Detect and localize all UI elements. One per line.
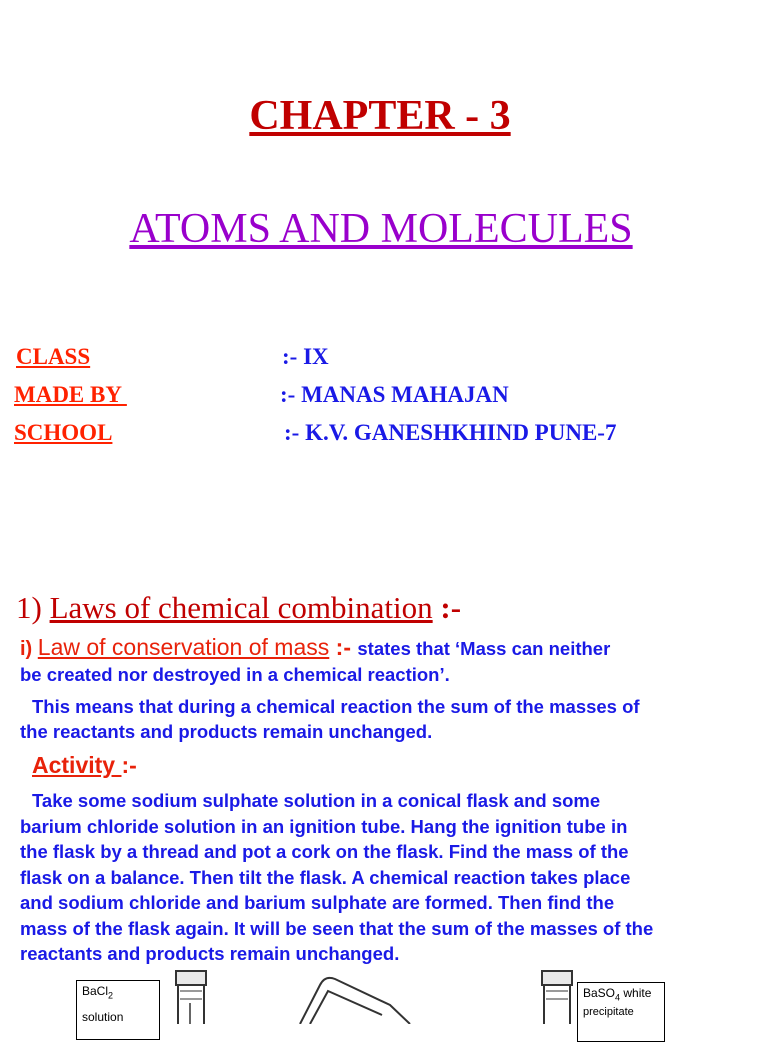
activity-paragraph [20, 788, 653, 967]
baso4-subscript: 4 [615, 992, 621, 1003]
baso4-white-text: white [620, 986, 652, 1000]
class-value: :- IX [282, 344, 329, 369]
baso4-precipitate-text: precipitate [583, 1006, 634, 1019]
law-prefix: i) [20, 638, 38, 660]
bacl2-label-box [76, 980, 160, 1040]
right-flask-icon [542, 971, 572, 1024]
activity-separator: :- [121, 752, 137, 778]
activity-label: Activity [32, 752, 122, 778]
law-explanation-line1: This means that during a chemical reaction the sum of the masses of [32, 696, 640, 717]
tilted-flask-icon [300, 978, 410, 1024]
school-label: SCHOOL [14, 420, 113, 445]
activity-heading [32, 752, 137, 779]
activity-line: flask on a balance. Then tilt the flask. A chemical reaction takes place [20, 866, 631, 888]
bacl2-formula: BaCl [82, 984, 109, 998]
activity-line: reactants and products remain unchanged. [20, 943, 400, 964]
activity-line: mass of the flask again. It will be seen that the sum of the masses of the [20, 917, 654, 939]
school-value: :- K.V. GANESHKHIND PUNE-7 [284, 420, 617, 445]
law-statement-line1: states that ‘Mass can neither [357, 638, 611, 659]
bacl2-subscript: 2 [108, 990, 114, 1001]
made-by-label: MADE BY [14, 382, 127, 407]
law-explanation-line2: the reactants and products remain unchanged. [20, 721, 433, 742]
left-flask-icon [176, 971, 206, 1024]
chapter-title: CHAPTER - 3 [249, 93, 511, 139]
baso4-label-box [577, 982, 665, 1042]
activity-line: and sodium chloride and barium sulphate are formed. Then find the [20, 892, 615, 913]
activity-line: the flask by a thread and pot a cork on the flask. Find the mass of the [20, 841, 629, 862]
bacl2-solution-text: solution [82, 1010, 124, 1025]
law-name: Law of conservation of mass [37, 634, 330, 660]
law-line [20, 634, 610, 662]
made-by-value: :- MANAS MAHAJAN [280, 382, 509, 407]
baso4-formula: BaSO [583, 986, 616, 1000]
section-number: 1) [16, 590, 50, 625]
section-separator: :- [432, 590, 462, 625]
law-separator: :- [329, 634, 358, 660]
activity-line: barium chloride solution in an ignition tube. Hang the ignition tube in [20, 815, 628, 837]
section-heading [16, 590, 461, 626]
section-heading-text: Laws of chemical combination [49, 590, 433, 625]
law-statement-line2: be created nor destroyed in a chemical reaction’. [20, 664, 450, 685]
class-label: CLASS [16, 344, 91, 369]
topic-title: ATOMS AND MOLECULES [129, 206, 633, 252]
activity-line: Take some sodium sulphate solution in a conical flask and some [32, 790, 601, 811]
